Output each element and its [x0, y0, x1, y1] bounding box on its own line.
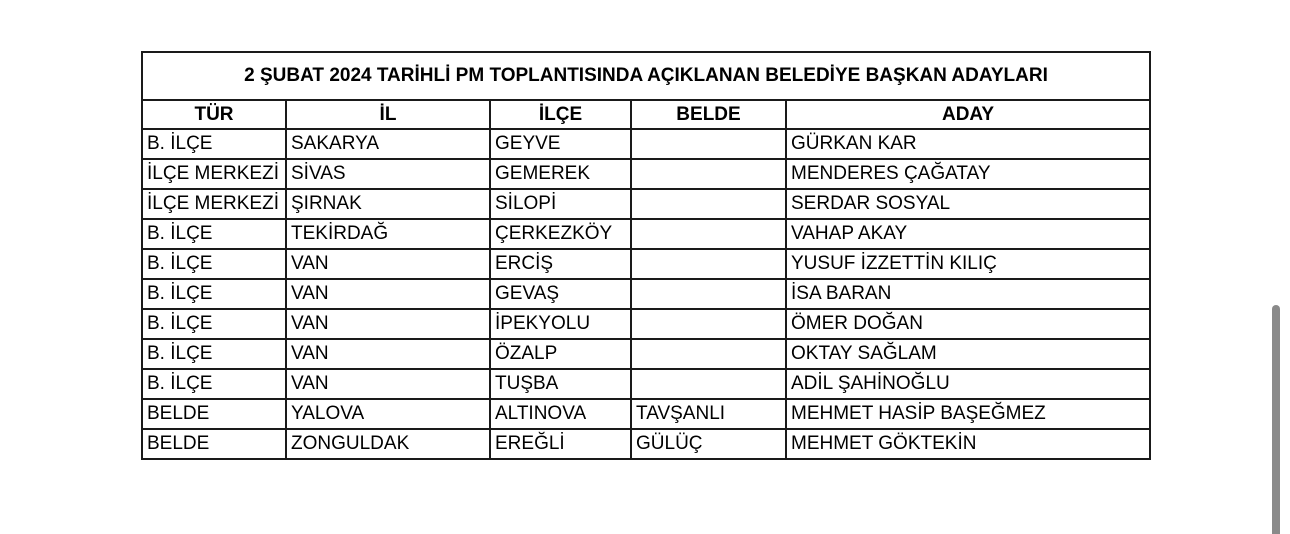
cell-ilce: ÖZALP	[490, 339, 631, 369]
cell-tur: BELDE	[142, 429, 286, 459]
vertical-scrollbar[interactable]	[1272, 305, 1280, 534]
table-title-row	[142, 52, 1150, 100]
table-row	[142, 369, 1150, 399]
cell-il: YALOVA	[286, 399, 490, 429]
cell-il: SİVAS	[286, 159, 490, 189]
cell-aday: İSA BARAN	[786, 279, 1150, 309]
table-row	[142, 219, 1150, 249]
table-row	[142, 429, 1150, 459]
cell-il: VAN	[286, 249, 490, 279]
cell-ilce: GEVAŞ	[490, 279, 631, 309]
cell-tur: B. İLÇE	[142, 309, 286, 339]
cell-tur: B. İLÇE	[142, 249, 286, 279]
cell-belde	[631, 309, 786, 339]
cell-aday: MEHMET HASİP BAŞEĞMEZ	[786, 399, 1150, 429]
cell-belde	[631, 339, 786, 369]
cell-ilce: TUŞBA	[490, 369, 631, 399]
cell-tur: BELDE	[142, 399, 286, 429]
cell-aday: VAHAP AKAY	[786, 219, 1150, 249]
table-row	[142, 399, 1150, 429]
cell-ilce: İPEKYOLU	[490, 309, 631, 339]
cell-ilce: ERCİŞ	[490, 249, 631, 279]
column-header-tur: TÜR	[142, 100, 286, 129]
cell-il: TEKİRDAĞ	[286, 219, 490, 249]
table-title: 2 ŞUBAT 2024 TARİHLİ PM TOPLANTISINDA AÇIKLANAN BELEDİYE BAŞKAN ADAYLARI	[142, 52, 1150, 100]
cell-aday: OKTAY SAĞLAM	[786, 339, 1150, 369]
table-row	[142, 309, 1150, 339]
cell-tur: B. İLÇE	[142, 219, 286, 249]
table-row	[142, 129, 1150, 159]
table-body	[142, 129, 1150, 459]
cell-tur: B. İLÇE	[142, 129, 286, 159]
cell-tur: B. İLÇE	[142, 339, 286, 369]
column-header-belde: BELDE	[631, 100, 786, 129]
cell-aday: MENDERES ÇAĞATAY	[786, 159, 1150, 189]
table-row	[142, 189, 1150, 219]
column-header-il: İL	[286, 100, 490, 129]
column-header-aday: ADAY	[786, 100, 1150, 129]
cell-belde	[631, 189, 786, 219]
cell-tur: İLÇE MERKEZİ	[142, 189, 286, 219]
table-row	[142, 249, 1150, 279]
cell-aday: ADİL ŞAHİNOĞLU	[786, 369, 1150, 399]
cell-ilce: EREĞLİ	[490, 429, 631, 459]
table-row	[142, 279, 1150, 309]
cell-aday: YUSUF İZZETTİN KILIÇ	[786, 249, 1150, 279]
cell-aday: GÜRKAN KAR	[786, 129, 1150, 159]
cell-belde	[631, 159, 786, 189]
cell-il: SAKARYA	[286, 129, 490, 159]
cell-aday: MEHMET GÖKTEKİN	[786, 429, 1150, 459]
column-header-ilce: İLÇE	[490, 100, 631, 129]
cell-belde	[631, 249, 786, 279]
cell-belde	[631, 219, 786, 249]
cell-ilce: GEYVE	[490, 129, 631, 159]
cell-belde: GÜLÜÇ	[631, 429, 786, 459]
cell-ilce: ÇERKEZKÖY	[490, 219, 631, 249]
cell-il: VAN	[286, 369, 490, 399]
cell-ilce: GEMEREK	[490, 159, 631, 189]
cell-belde	[631, 129, 786, 159]
cell-il: VAN	[286, 339, 490, 369]
cell-ilce: SİLOPİ	[490, 189, 631, 219]
table-header-row	[142, 100, 1150, 129]
cell-tur: B. İLÇE	[142, 279, 286, 309]
cell-belde	[631, 279, 786, 309]
cell-belde	[631, 369, 786, 399]
cell-il: ŞIRNAK	[286, 189, 490, 219]
cell-il: VAN	[286, 279, 490, 309]
cell-il: ZONGULDAK	[286, 429, 490, 459]
cell-il: VAN	[286, 309, 490, 339]
cell-ilce: ALTINOVA	[490, 399, 631, 429]
table-row	[142, 339, 1150, 369]
candidates-table	[141, 51, 1151, 460]
cell-aday: ÖMER DOĞAN	[786, 309, 1150, 339]
cell-tur: İLÇE MERKEZİ	[142, 159, 286, 189]
cell-tur: B. İLÇE	[142, 369, 286, 399]
cell-belde: TAVŞANLI	[631, 399, 786, 429]
table-row	[142, 159, 1150, 189]
cell-aday: SERDAR SOSYAL	[786, 189, 1150, 219]
